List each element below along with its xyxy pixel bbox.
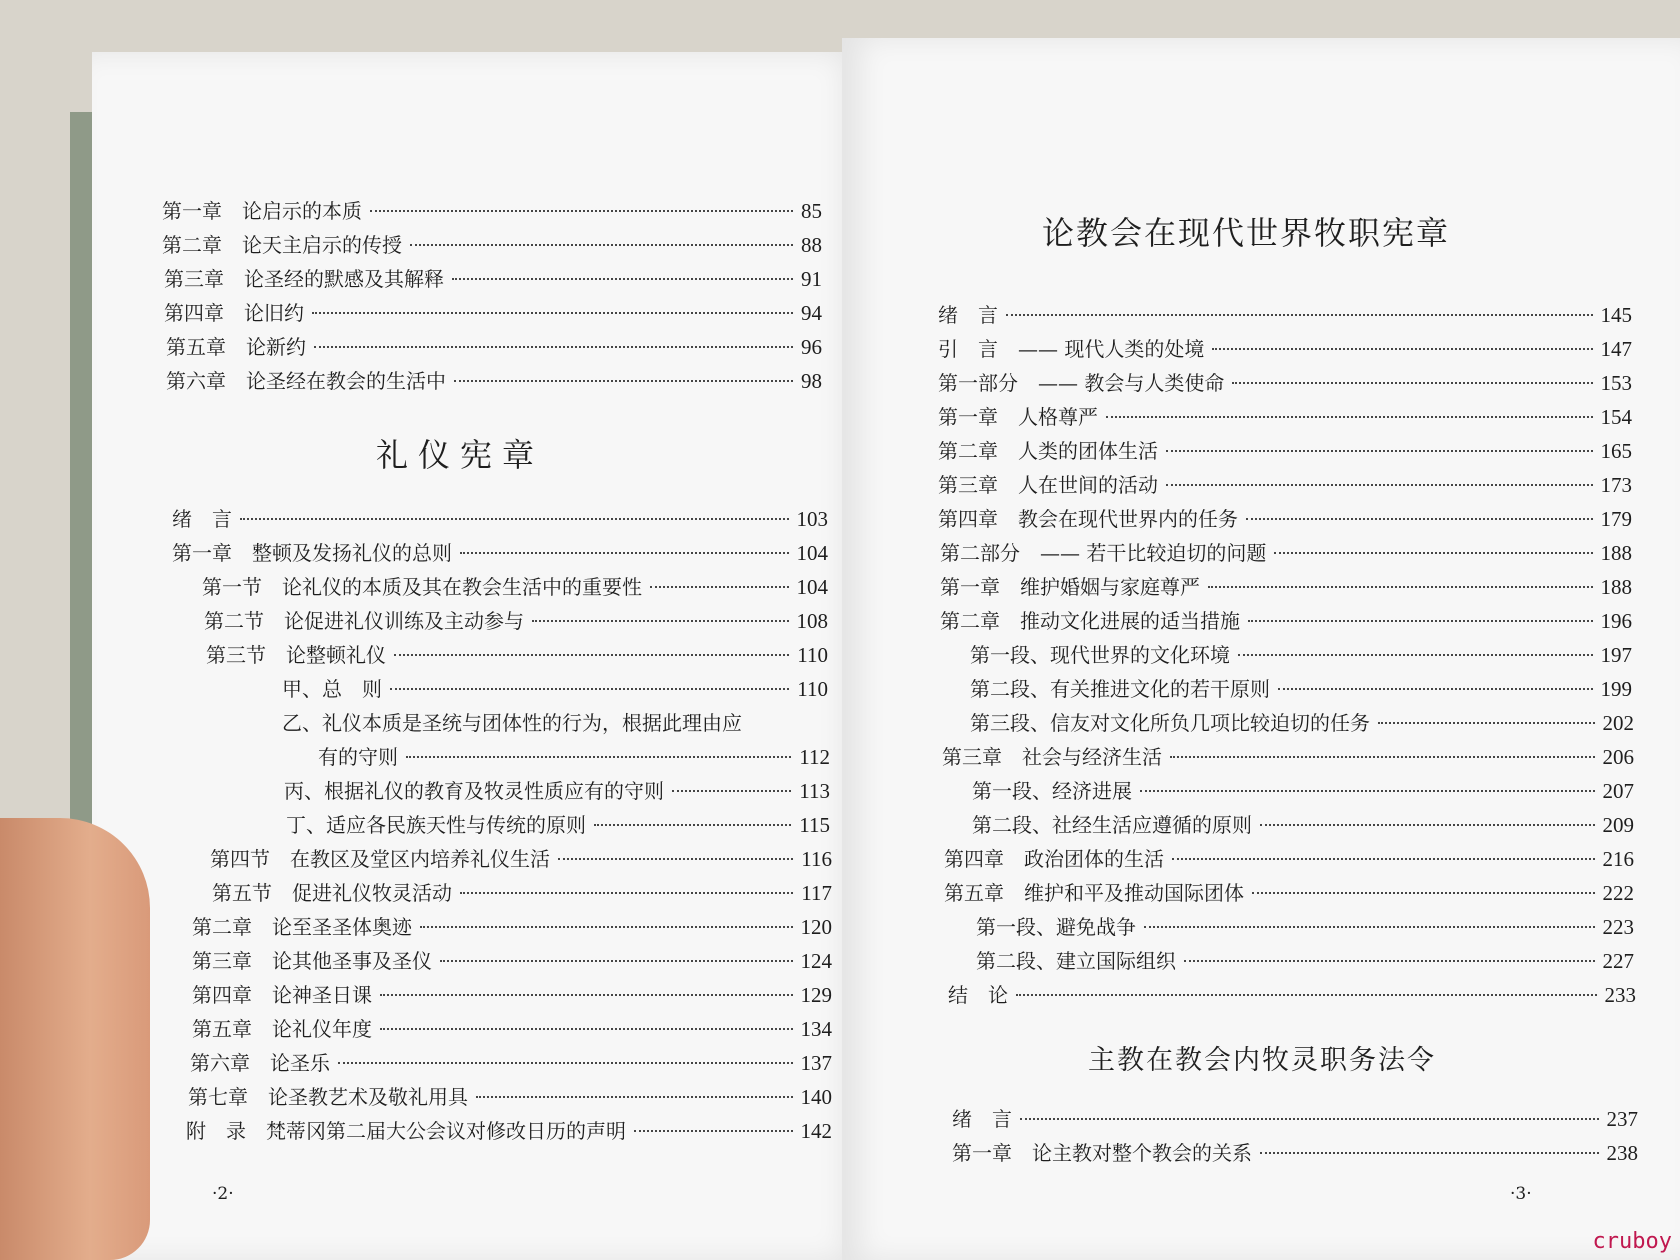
toc-entry: 第一段、经济进展 207 <box>972 779 1634 803</box>
toc-entry: 第四章 政治团体的生活 216 <box>944 847 1634 871</box>
toc-entry: 第五章 论新约 96 <box>166 335 822 359</box>
toc-entry: 第三章 论其他圣事及圣仪 124 <box>192 949 832 973</box>
section-title: 礼仪宪章 <box>376 436 545 474</box>
left-page <box>92 52 862 1260</box>
toc-entry: 第六章 论圣乐 137 <box>190 1051 832 1075</box>
toc-entry: 第四章 论旧约 94 <box>164 301 822 325</box>
toc-entry: 第五节 促进礼仪牧灵活动 117 <box>212 881 832 905</box>
toc-entry: 绪 言 237 <box>952 1107 1638 1131</box>
toc-entry: 第六章 论圣经在教会的生活中 98 <box>166 369 822 393</box>
toc-entry: 第二章 论天主启示的传授 88 <box>162 233 822 257</box>
toc-entry: 绪 言 103 <box>172 507 828 531</box>
toc-entry: 第一章 维护婚姻与家庭尊严 188 <box>940 575 1632 599</box>
toc-entry: 第五章 论礼仪年度 134 <box>192 1017 832 1041</box>
section-title-2: 主教在教会内牧灵职务法令 <box>1088 1045 1436 1076</box>
toc-entry: 第四节 在教区及堂区内培养礼仪生活 116 <box>210 847 832 871</box>
toc-entry: 第五章 维护和平及推动国际团体 222 <box>944 881 1634 905</box>
toc-entry: 第七章 论圣教艺术及敬礼用具 140 <box>188 1085 832 1109</box>
page-number: ·2· <box>212 1184 234 1204</box>
toc-entry: 绪 言 145 <box>938 303 1632 327</box>
toc-entry: 结 论 233 <box>948 983 1636 1007</box>
toc-entry: 有的守则 112 <box>318 745 830 769</box>
toc-entry: 第一章 整顿及发扬礼仪的总则 104 <box>172 541 828 565</box>
toc-entry: 乙、礼仪本质是圣统与团体性的行为，根据此理由应 <box>282 711 742 735</box>
toc-entry: 第四章 论神圣日课 129 <box>192 983 832 1007</box>
toc-entry: 第二段、建立国际组织 227 <box>976 949 1634 973</box>
toc-entry: 第一部分 —— 教会与人类使命 153 <box>938 371 1632 395</box>
toc-entry: 第三章 论圣经的默感及其解释 91 <box>164 267 822 291</box>
hand-holding-book <box>0 818 150 1260</box>
toc-entry: 第四章 教会在现代世界内的任务 179 <box>938 507 1632 531</box>
toc-entry: 第一章 论主教对整个教会的关系 238 <box>952 1141 1638 1165</box>
toc-entry: 丙、根据礼仪的教育及牧灵性质应有的守则 113 <box>284 779 830 803</box>
page-number: ·3· <box>1510 1184 1532 1204</box>
toc-entry: 第三节 论整顿礼仪 110 <box>206 643 828 667</box>
toc-entry: 第一章 论启示的本质 85 <box>162 199 822 223</box>
toc-entry: 第二章 论至圣圣体奥迹 120 <box>192 915 832 939</box>
toc-entry: 丁、适应各民族天性与传统的原则 115 <box>286 813 830 837</box>
toc-entry: 第二段、有关推进文化的若干原则 199 <box>970 677 1632 701</box>
toc-entry: 引 言 —— 现代人类的处境 147 <box>938 337 1632 361</box>
toc-entry: 第二部分 —— 若干比较迫切的问题 188 <box>940 541 1632 565</box>
toc-entry: 第二节 论促进礼仪训练及主动参与 108 <box>204 609 828 633</box>
toc-entry: 第二章 人类的团体生活 165 <box>938 439 1632 463</box>
toc-entry: 附 录 梵蒂冈第二届大公会议对修改日历的声明 142 <box>186 1119 832 1143</box>
section-title: 论教会在现代世界牧职宪章 <box>1042 214 1451 252</box>
right-page <box>842 38 1680 1260</box>
toc-entry: 甲、总 则 110 <box>282 677 828 701</box>
toc-entry: 第一段、现代世界的文化环境 197 <box>970 643 1632 667</box>
toc-entry: 第一章 人格尊严 154 <box>938 405 1632 429</box>
toc-entry: 第一段、避免战争 223 <box>976 915 1634 939</box>
toc-entry: 第一节 论礼仪的本质及其在教会生活中的重要性 104 <box>202 575 828 599</box>
watermark: cruboy <box>1592 1229 1672 1254</box>
toc-entry: 第三章 人在世间的活动 173 <box>938 473 1632 497</box>
toc-entry: 第三章 社会与经济生活 206 <box>942 745 1634 769</box>
toc-entry: 第二段、社经生活应遵循的原则 209 <box>972 813 1634 837</box>
toc-entry: 第三段、信友对文化所负几项比较迫切的任务 202 <box>970 711 1634 735</box>
toc-entry: 第二章 推动文化进展的适当措施 196 <box>940 609 1632 633</box>
